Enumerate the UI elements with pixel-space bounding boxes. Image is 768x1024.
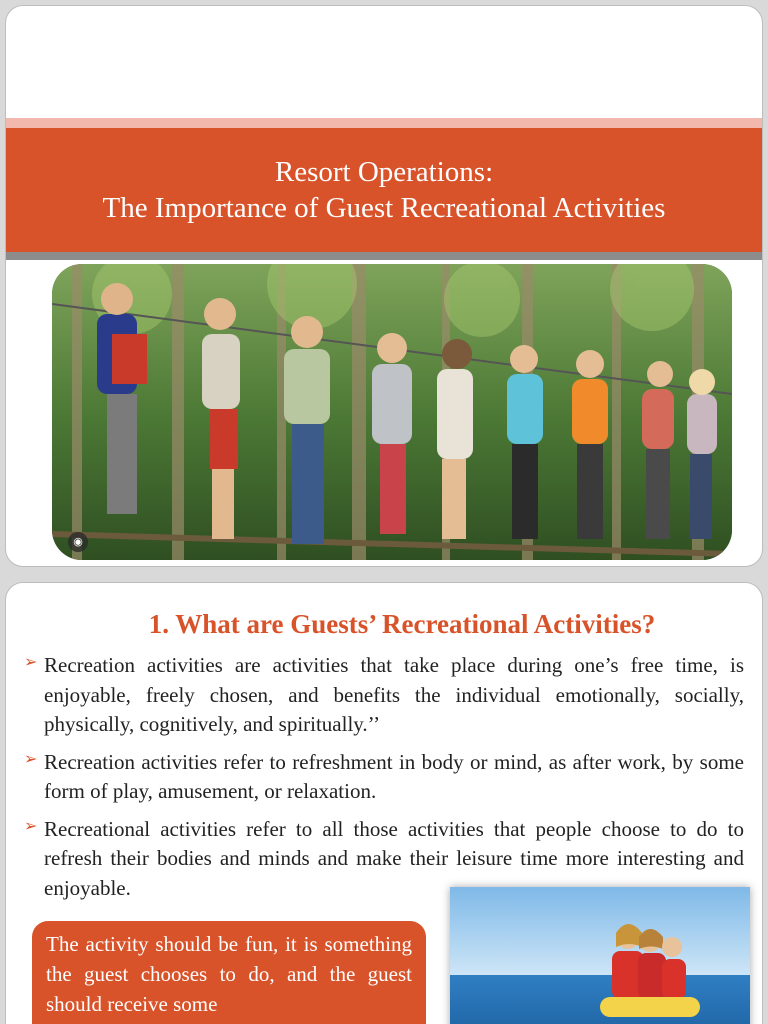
title-band-divider [6, 252, 762, 260]
bullet-text: Recreation activities refer to refreshment in body or mind, as after work, by some form of play, amusement, or relaxation. [44, 749, 744, 803]
section-heading: 1. What are Guests’ Recreational Activities? [148, 609, 656, 639]
title-line-1: Resort Operations: [274, 156, 494, 188]
beach-girls-illustration [450, 887, 750, 1024]
callout-box [32, 921, 426, 1024]
title-band [6, 128, 762, 252]
bullet-list [24, 651, 744, 911]
title-line-2: The Importance of Guest Recreational Activities [102, 192, 666, 224]
kids-ropes-course-illustration [52, 264, 732, 560]
callout-text: The activity should be fun, it is something the guest chooses to do, and the guest should receive some [46, 932, 412, 1016]
lens-icon[interactable]: ◉ [68, 532, 88, 552]
list-item [24, 651, 744, 740]
bullet-text: Recreation activities are activities that take place during one’s free time, is enjoyable, freely chosen, and benefits the individual emotionally, socially, physically, cognitively, and spiritually.’’ [44, 653, 744, 736]
bullet-text: Recreational activities refer to all those activities that people choose to do to refresh their bodies and minds and make their leisure time more interesting and enjoyable. [44, 816, 744, 900]
beach-girls-photo [450, 887, 750, 1024]
kids-ropes-course-photo [52, 264, 732, 560]
slide-title [5, 5, 763, 567]
arrow-bullet-icon: ➢ [24, 652, 38, 671]
title-band-accent [6, 118, 762, 128]
arrow-bullet-icon: ➢ [24, 815, 38, 835]
arrow-bullet-icon: ➢ [24, 748, 38, 768]
slide-definition [5, 582, 763, 1024]
list-item [24, 748, 744, 807]
